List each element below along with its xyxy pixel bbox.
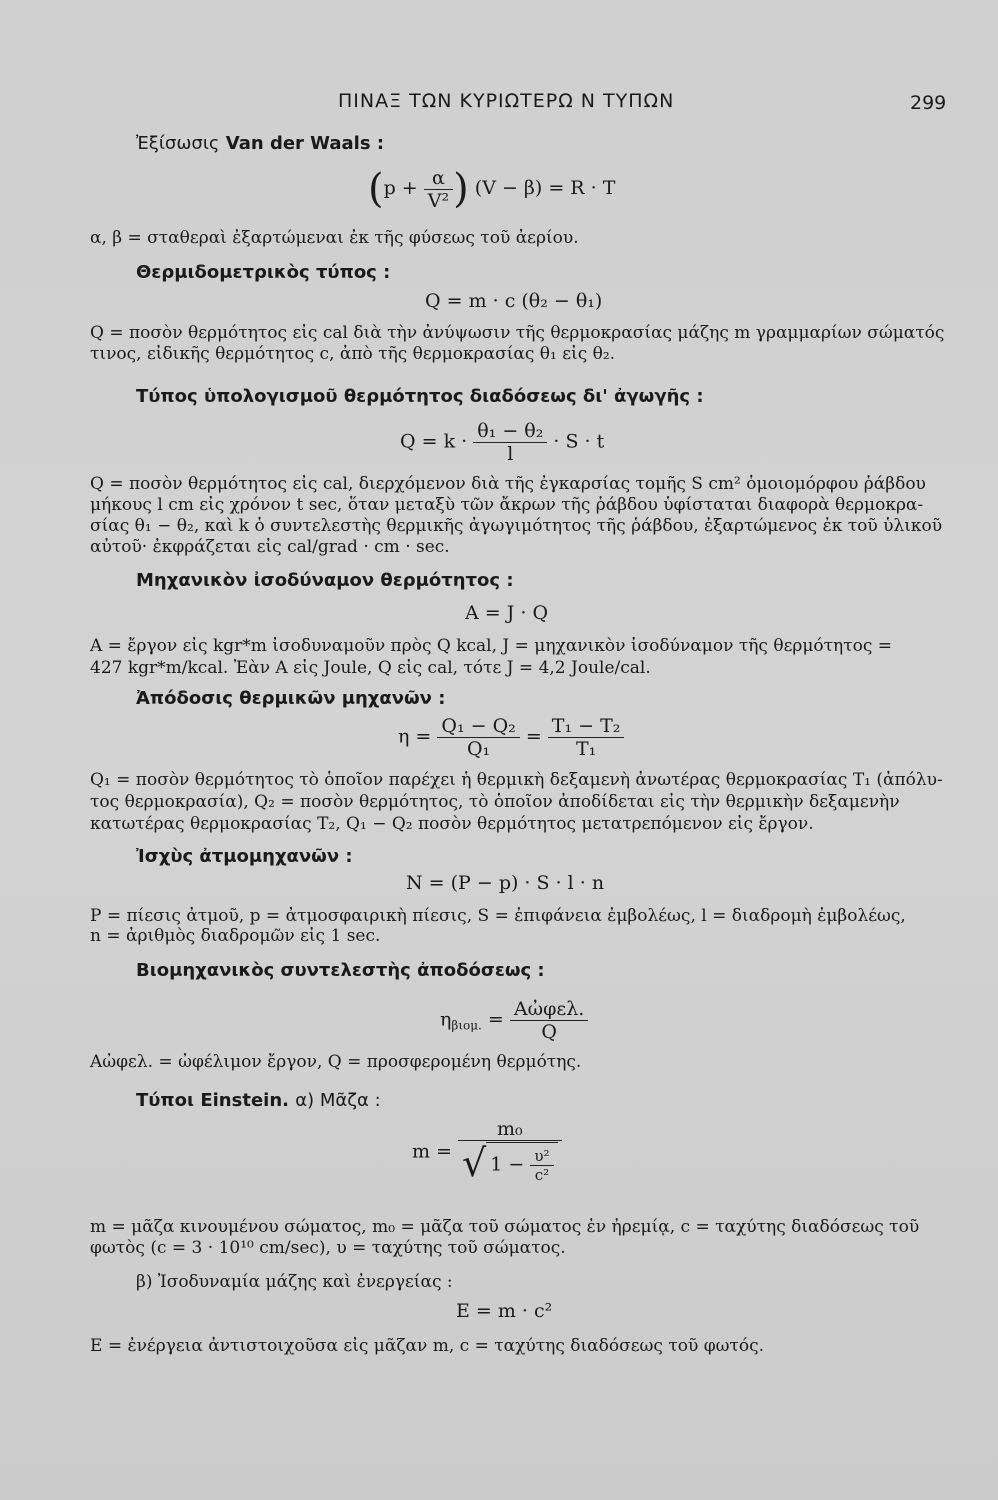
steam-desc-line-1: P = πίεσις ἀτμοῦ, p = ἀτμοσφαιρικὴ πίεσις, S = ἐπιφάνεια ἐμβολέως, l = διαδρομὴ ἐμβολέως, bbox=[90, 906, 906, 926]
eq-denominator: l bbox=[507, 443, 514, 465]
eq-numerator: θ₁ − θ₂ bbox=[473, 420, 547, 443]
eq-denominator-1: Q₁ bbox=[466, 738, 491, 760]
eq-denominator: Q bbox=[541, 1021, 557, 1043]
einstein-heading bbox=[136, 1090, 381, 1111]
eq-denominator-2: T₁ bbox=[575, 738, 597, 760]
industrial-description: Aὠφελ. = ὠφέλιμον ἔργον, Q = προσφερομένη θερμότης. bbox=[90, 1052, 582, 1072]
eq-equals: = bbox=[487, 1008, 504, 1031]
eq-p: p + bbox=[383, 177, 418, 199]
mechanical-desc-line-2: 427 kgr*m/kcal. Ἐὰν A εἰς Joule, Q εἰς cal, τότε J = 4,2 Joule/cal. bbox=[90, 658, 651, 678]
van-der-waals-description: α, β = σταθεραὶ ἐξαρτώμεναι ἐκ τῆς φύσεως τοῦ ἀερίου. bbox=[90, 228, 579, 248]
eq-numerator: α bbox=[424, 167, 453, 190]
eq-fraction-2 bbox=[548, 715, 625, 760]
einstein-mass-desc-line-2: φωτὸς (c = 3 · 10¹⁰ cm/sec), υ = ταχύτης τοῦ σώματος. bbox=[90, 1238, 566, 1258]
eq-numerator: m₀ bbox=[458, 1118, 561, 1141]
heading-name: Einstein. bbox=[200, 1090, 289, 1111]
conduction-heading: Τύπος ὑπολογισμοῦ θερμότητος διαδόσεως δι' ἀγωγῆς : bbox=[136, 386, 704, 407]
page-number: 299 bbox=[910, 92, 947, 114]
eq-fraction-1 bbox=[437, 715, 519, 760]
eq-left: Q = k · bbox=[400, 430, 468, 453]
van-der-waals-equation: (p + $\frac{\alpha}{\text{V²}}$ ) (V − β) = R · T bbox=[368, 166, 616, 212]
einstein-energy-description: E = ἐνέργεια ἀντιστοιχοῦσα εἰς μᾶζαν m, c = ταχύτης διαδόσεως τοῦ φωτός. bbox=[90, 1336, 765, 1356]
eq-fraction bbox=[473, 420, 547, 465]
conduction-equation bbox=[400, 420, 604, 465]
eq-equals: = bbox=[525, 725, 542, 748]
running-header: ΠΙΝΑΞ ΤΩΝ ΚΥΡΙΩΤΕΡΩ Ν ΤΥΠΩΝ bbox=[338, 90, 675, 112]
efficiency-equation bbox=[398, 715, 624, 760]
steam-desc-line-2: n = ἀριθμὸς διαδρομῶν εἰς 1 sec. bbox=[90, 926, 381, 946]
einstein-mass-desc-line-1: m = μᾶζα κινουμένου σώματος, m₀ = μᾶζα τοῦ σώματος ἐν ἠρεμίᾳ, c = ταχύτης διαδόσεως τοῦ bbox=[90, 1217, 920, 1237]
eq-fraction bbox=[424, 167, 453, 212]
eq-root-fraction bbox=[530, 1147, 553, 1184]
heading-name: Van der Waals bbox=[225, 133, 371, 154]
thermometric-heading: Θερμιδομετρικὸς τύπος : bbox=[136, 262, 391, 283]
eq-numerator-2: T₁ − T₂ bbox=[548, 715, 625, 738]
efficiency-desc-line-2: τος θερμοκρασία), Q₂ = ποσὸν θερμότητος, τὸ ὁποῖον ἀποδίδεται εἰς τὴν θερμικὴν δεξαμενὴν bbox=[90, 792, 900, 812]
eq-fraction bbox=[510, 998, 588, 1043]
eq-denominator: V² bbox=[427, 189, 450, 212]
steam-heading: Ἰσχὺς ἀτμομηχανῶν : bbox=[136, 846, 353, 867]
conduction-desc-line-1: Q = ποσὸν θερμότητος εἰς cal, διερχόμενον διὰ τῆς ἐγκαρσίας τομῆς S cm² ὁμοιομόρφου ῥάβδου bbox=[90, 474, 926, 494]
conduction-desc-line-3: σίας θ₁ − θ₂, καὶ k ὁ συντελεστὴς θερμικῆς ἀγωγιμότητος τῆς ῥάβδου, ἐξαρτώμενος ἐκ τοῦ ὑλικοῦ bbox=[90, 516, 943, 536]
eq-eta-subscript: βιομ. bbox=[451, 1018, 482, 1033]
eq-v-squared: υ² bbox=[530, 1147, 553, 1166]
heading-colon: : bbox=[376, 133, 385, 154]
thermometric-desc-line-2: τινος, εἰδικῆς θερμότητος c, ἀπὸ τῆς θερμοκρασίας θ₁ εἰς θ₂. bbox=[90, 344, 616, 364]
thermometric-desc-line-1: Q = ποσὸν θερμότητος εἰς cal διὰ τὴν ἀνύψωσιν τῆς θερμοκρασίας μάζης m γραμμαρίων σώματός bbox=[90, 323, 945, 343]
eq-eta: η bbox=[440, 1008, 452, 1031]
mechanical-heading: Μηχανικὸν ἰσοδύναμον θερμότητος : bbox=[136, 570, 514, 591]
efficiency-desc-line-1: Q₁ = ποσὸν θερμότητος τὸ ὁποῖον παρέχει ἡ θερμικὴ δεξαμενὴ ἀνωτέρας θερμοκρασίας T₁ (ἀπόλυ- bbox=[90, 770, 943, 790]
eq-fraction bbox=[458, 1118, 561, 1185]
efficiency-desc-line-3: κατωτέρας θερμοκρασίας T₂, Q₁ − Q₂ ποσὸν θερμότητος μετατρεπόμενον εἰς ἔργον. bbox=[90, 814, 814, 834]
steam-equation: N = (P − p) · S · l · n bbox=[406, 872, 605, 894]
heading-prefix: Τύποι bbox=[136, 1090, 195, 1111]
conduction-desc-line-2: μήκους l cm εἰς χρόνον t sec, ὅταν μεταξὺ τῶν ἄκρων τῆς ῥάβδου ὑφίσταται διαφορὰ θερμοκρα- bbox=[90, 495, 924, 515]
mechanical-equation: A = J · Q bbox=[465, 602, 549, 624]
heading-prefix: Ἐξίσωσις bbox=[136, 133, 220, 154]
eq-sqrt: √ 1 − $\frac{\text{υ²}}{\text{c²}}$ bbox=[458, 1141, 561, 1185]
eq-m: m = bbox=[412, 1140, 452, 1163]
van-der-waals-heading bbox=[136, 133, 384, 154]
eq-eta: η = bbox=[398, 725, 432, 748]
einstein-mass-equation bbox=[412, 1118, 562, 1185]
industrial-heading: Βιομηχανικὸς συντελεστὴς ἀποδόσεως : bbox=[136, 960, 545, 981]
thermometric-equation: Q = m · c (θ₂ − θ₁) bbox=[425, 290, 603, 312]
eq-rest: (V − β) = R · T bbox=[474, 177, 616, 199]
einstein-energy-equation: E = m · c² bbox=[456, 1300, 553, 1322]
eq-c-squared: c² bbox=[534, 1166, 550, 1184]
eq-root-one: 1 − bbox=[490, 1153, 525, 1176]
heading-subsection-a: α) Μᾶζα : bbox=[295, 1090, 381, 1111]
conduction-desc-line-4: αὐτοῦ· ἐκφράζεται εἰς cal/grad · cm · sec. bbox=[90, 537, 450, 557]
eq-right: · S · t bbox=[553, 430, 605, 453]
industrial-equation bbox=[440, 998, 588, 1043]
efficiency-heading: Ἀπόδοσις θερμικῶν μηχανῶν : bbox=[136, 688, 446, 709]
einstein-energy-heading: β) Ἰσοδυναμία μάζης καὶ ἐνεργείας : bbox=[136, 1272, 453, 1292]
eq-numerator-1: Q₁ − Q₂ bbox=[437, 715, 519, 738]
mechanical-desc-line-1: A = ἔργον εἰς kgr*m ἰσοδυναμοῦν πρὸς Q kcal, J = μηχανικὸν ἰσοδύναμον τῆς θερμότητος = bbox=[90, 636, 893, 656]
eq-numerator: Aὠφελ. bbox=[510, 998, 588, 1021]
